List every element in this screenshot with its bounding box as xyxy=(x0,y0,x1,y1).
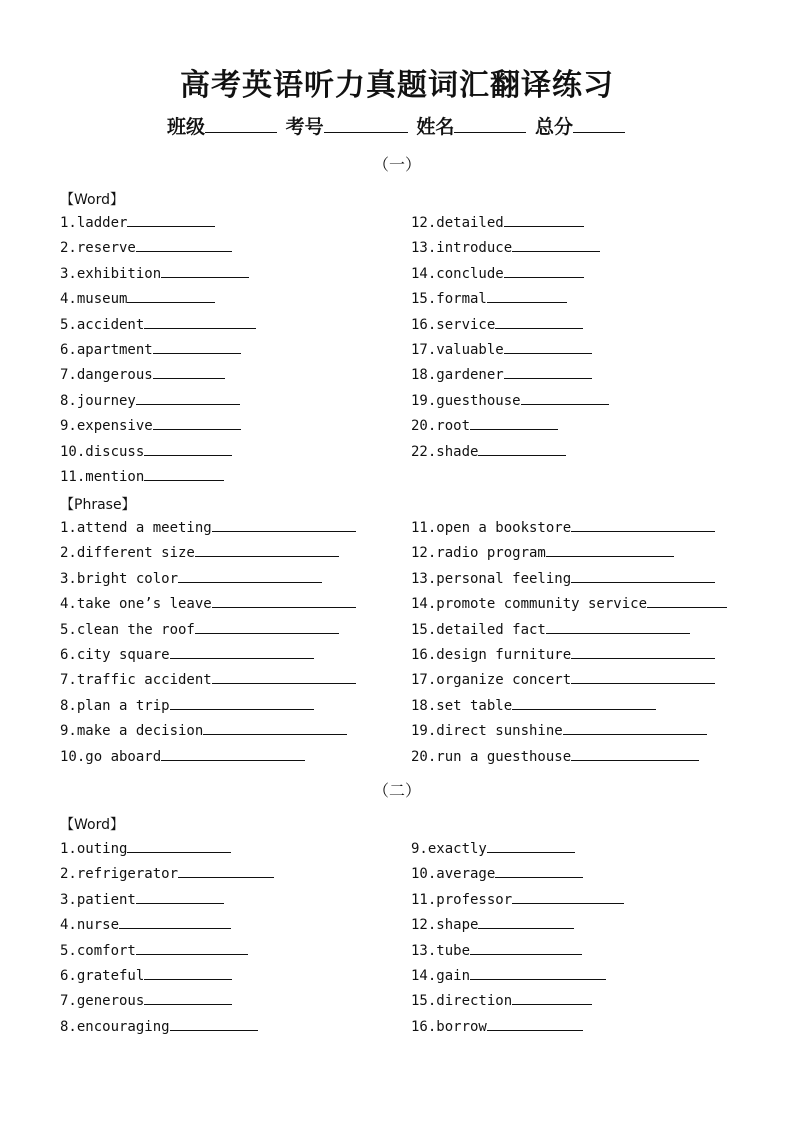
answer-blank[interactable] xyxy=(571,669,715,684)
class-blank[interactable] xyxy=(205,114,277,133)
answer-blank[interactable] xyxy=(512,695,656,710)
list-item: 8.encouraging xyxy=(60,1015,274,1040)
answer-blank[interactable] xyxy=(161,263,249,278)
list-item: 7.generous xyxy=(60,989,274,1014)
answer-blank[interactable] xyxy=(521,390,609,405)
list-item: 6.grateful xyxy=(60,964,274,989)
answer-blank[interactable] xyxy=(504,263,584,278)
list-item: 16.borrow xyxy=(411,1015,624,1040)
list-item: 1.outing xyxy=(60,837,274,862)
list-item: 15.formal xyxy=(411,287,609,312)
list-item: 3.patient xyxy=(60,888,274,913)
answer-blank[interactable] xyxy=(161,746,305,761)
answer-blank[interactable] xyxy=(195,542,339,557)
answer-blank[interactable] xyxy=(478,441,566,456)
list-item: 2.reserve xyxy=(60,236,256,261)
answer-blank[interactable] xyxy=(119,914,231,929)
answer-blank[interactable] xyxy=(546,542,674,557)
list-item: 3.bright color xyxy=(60,567,356,592)
list-item: 13.tube xyxy=(411,939,624,964)
answer-blank[interactable] xyxy=(195,619,339,634)
list-item: 20.run a guesthouse xyxy=(411,745,727,770)
list-item: 22.shade xyxy=(411,440,609,465)
list-item: 20.root xyxy=(411,414,609,439)
list-item: 10.discuss xyxy=(60,440,256,465)
section-1-word-tag: 【Word】 xyxy=(60,192,124,208)
list-item: 17.organize concert xyxy=(411,668,727,693)
section-2-words-right xyxy=(411,837,624,1040)
answer-blank[interactable] xyxy=(546,619,690,634)
answer-blank[interactable] xyxy=(153,339,241,354)
answer-blank[interactable] xyxy=(647,593,727,608)
answer-blank[interactable] xyxy=(512,889,624,904)
answer-blank[interactable] xyxy=(478,914,574,929)
answer-blank[interactable] xyxy=(203,720,347,735)
answer-blank[interactable] xyxy=(563,720,707,735)
list-item: 12.shape xyxy=(411,913,624,938)
name-label: 姓名 xyxy=(416,116,455,138)
list-item: 19.guesthouse xyxy=(411,389,609,414)
list-item: 11.professor xyxy=(411,888,624,913)
answer-blank[interactable] xyxy=(178,863,274,878)
section-2-words-left xyxy=(60,837,274,1040)
list-item: 1.attend a meeting xyxy=(60,516,356,541)
answer-blank[interactable] xyxy=(571,746,699,761)
answer-blank[interactable] xyxy=(136,237,232,252)
answer-blank[interactable] xyxy=(170,1016,258,1031)
answer-blank[interactable] xyxy=(571,644,715,659)
answer-blank[interactable] xyxy=(170,644,314,659)
list-item: 6.apartment xyxy=(60,338,256,363)
list-item: 8.plan a trip xyxy=(60,694,356,719)
answer-blank[interactable] xyxy=(470,415,558,430)
list-item: 16.design furniture xyxy=(411,643,727,668)
answer-blank[interactable] xyxy=(212,593,356,608)
answer-blank[interactable] xyxy=(136,889,224,904)
list-item: 10.average xyxy=(411,862,624,887)
section-1-phrases-left xyxy=(60,516,356,770)
answer-blank[interactable] xyxy=(170,695,314,710)
answer-blank[interactable] xyxy=(136,390,240,405)
list-item: 12.radio program xyxy=(411,541,727,566)
list-item: 5.clean the roof xyxy=(60,618,356,643)
list-item: 2.refrigerator xyxy=(60,862,274,887)
answer-blank[interactable] xyxy=(136,940,248,955)
page-title: 高考英语听力真题词汇翻译练习 xyxy=(180,68,614,103)
section-1-words-left xyxy=(60,211,256,490)
answer-blank[interactable] xyxy=(504,212,584,227)
answer-blank[interactable] xyxy=(144,314,256,329)
list-item: 9.make a decision xyxy=(60,719,356,744)
answer-blank[interactable] xyxy=(470,965,606,980)
answer-blank[interactable] xyxy=(504,364,592,379)
list-item: 11.mention xyxy=(60,465,256,490)
section-1-phrases-right xyxy=(411,516,727,770)
list-item: 9.exactly xyxy=(411,837,624,862)
list-item: 13.personal feeling xyxy=(411,567,727,592)
list-item: 5.comfort xyxy=(60,939,274,964)
list-item: 6.city square xyxy=(60,643,356,668)
section-1-phrase-tag: 【Phrase】 xyxy=(60,497,136,513)
section-1-heading: （一） xyxy=(372,155,421,174)
number-blank[interactable] xyxy=(324,114,408,133)
answer-blank[interactable] xyxy=(212,669,356,684)
list-item: 4.museum xyxy=(60,287,256,312)
answer-blank[interactable] xyxy=(144,990,232,1005)
answer-blank[interactable] xyxy=(487,1016,583,1031)
list-item: 4.take one’s leave xyxy=(60,592,356,617)
class-label: 班级 xyxy=(167,116,206,138)
answer-blank[interactable] xyxy=(153,364,225,379)
student-info-line xyxy=(0,112,794,139)
list-item: 19.direct sunshine xyxy=(411,719,727,744)
list-item: 10.go aboard xyxy=(60,745,356,770)
list-item: 14.gain xyxy=(411,964,624,989)
list-item: 18.set table xyxy=(411,694,727,719)
answer-blank[interactable] xyxy=(504,339,592,354)
answer-blank[interactable] xyxy=(127,838,231,853)
score-label: 总分 xyxy=(534,116,573,138)
list-item: 15.detailed fact xyxy=(411,618,727,643)
answer-blank[interactable] xyxy=(144,965,232,980)
answer-blank[interactable] xyxy=(495,863,583,878)
section-2-word-tag: 【Word】 xyxy=(60,817,124,833)
list-item: 1.ladder xyxy=(60,211,256,236)
list-item: 7.dangerous xyxy=(60,363,256,388)
list-item: 14.promote community service xyxy=(411,592,727,617)
list-item: 9.expensive xyxy=(60,414,256,439)
list-item: 18.gardener xyxy=(411,363,609,388)
list-item: 8.journey xyxy=(60,389,256,414)
answer-blank[interactable] xyxy=(512,990,592,1005)
list-item: 7.traffic accident xyxy=(60,668,356,693)
number-label: 考号 xyxy=(285,116,324,138)
answer-blank[interactable] xyxy=(512,237,600,252)
list-item: 14.conclude xyxy=(411,262,609,287)
list-item: 17.valuable xyxy=(411,338,609,363)
section-1-words-right xyxy=(411,211,609,465)
answer-blank[interactable] xyxy=(178,568,322,583)
list-item: 5.accident xyxy=(60,313,256,338)
score-blank[interactable] xyxy=(573,114,625,133)
answer-blank[interactable] xyxy=(571,517,715,532)
answer-blank[interactable] xyxy=(470,940,582,955)
answer-blank[interactable] xyxy=(144,466,224,481)
answer-blank[interactable] xyxy=(487,838,575,853)
list-item: 11.open a bookstore xyxy=(411,516,727,541)
answer-blank[interactable] xyxy=(495,314,583,329)
answer-blank[interactable] xyxy=(212,517,356,532)
answer-blank[interactable] xyxy=(127,288,215,303)
list-item: 15.direction xyxy=(411,989,624,1014)
name-blank[interactable] xyxy=(454,114,526,133)
list-item: 2.different size xyxy=(60,541,356,566)
list-item: 13.introduce xyxy=(411,236,609,261)
list-item: 3.exhibition xyxy=(60,262,256,287)
list-item: 4.nurse xyxy=(60,913,274,938)
list-item: 16.service xyxy=(411,313,609,338)
answer-blank[interactable] xyxy=(153,415,241,430)
section-2-heading: （二） xyxy=(372,781,421,800)
answer-blank[interactable] xyxy=(487,288,567,303)
answer-blank[interactable] xyxy=(144,441,232,456)
list-item: 12.detailed xyxy=(411,211,609,236)
answer-blank[interactable] xyxy=(127,212,215,227)
answer-blank[interactable] xyxy=(571,568,715,583)
